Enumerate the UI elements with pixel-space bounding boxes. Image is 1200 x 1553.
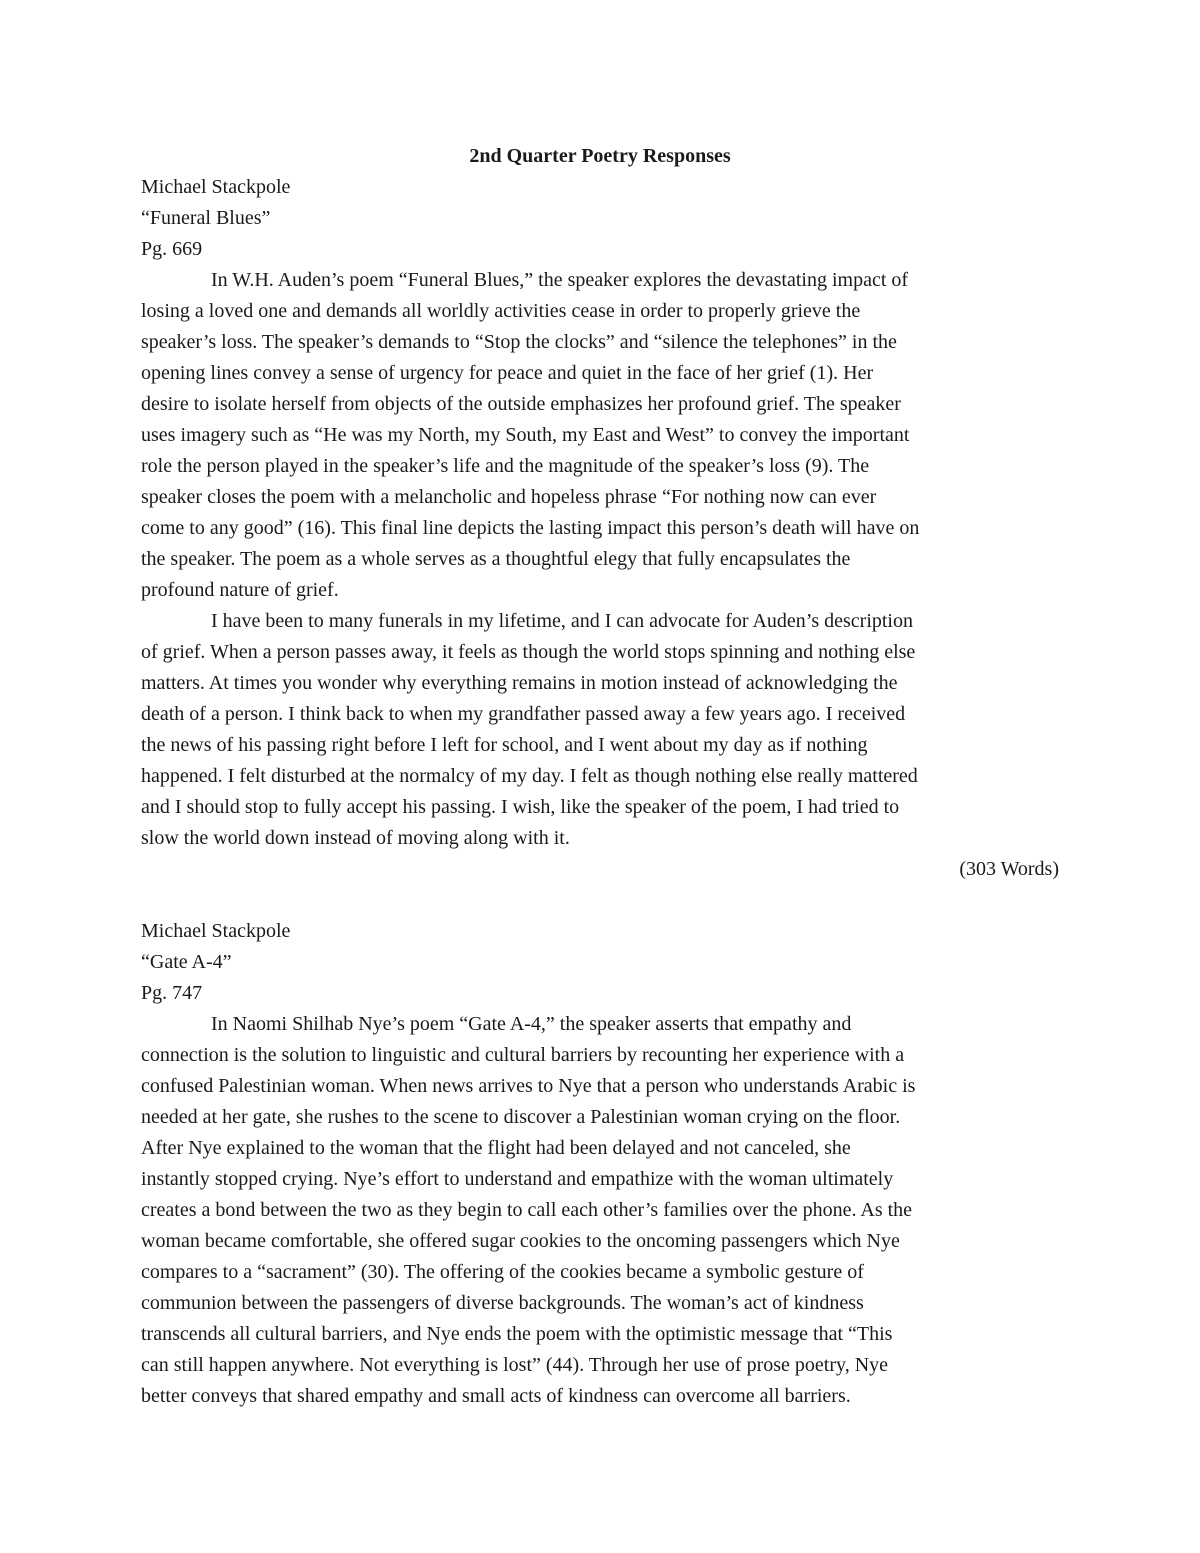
paragraph-line: woman became comfortable, she offered sugar cookies to the oncoming passengers which Nye (141, 1230, 900, 1252)
paragraph-line: losing a loved one and demands all worldly activities cease in order to properly grieve the (141, 300, 861, 322)
paragraph-line: In W.H. Auden’s poem “Funeral Blues,” the speaker explores the devastating impact of (211, 269, 909, 291)
paragraph-line: speaker closes the poem with a melancholic and hopeless phrase “For nothing now can ever (141, 486, 877, 508)
paragraph-line: I have been to many funerals in my lifetime, and I can advocate for Auden’s description (211, 610, 913, 632)
response-funeral-blues (141, 172, 1059, 885)
page-reference: Pg. 747 (141, 982, 203, 1004)
paragraph-line: death of a person. I think back to when my grandfather passed away a few years ago. I received (141, 703, 906, 725)
paragraph-line: slow the world down instead of moving along with it. (141, 827, 570, 849)
paragraph-line: opening lines convey a sense of urgency for peace and quiet in the face of her grief (1). Her (141, 362, 874, 384)
poem-title: “Gate A-4” (141, 951, 232, 973)
paragraph-line: In Naomi Shilhab Nye’s poem “Gate A-4,” the speaker asserts that empathy and (211, 1013, 852, 1035)
paragraph-line: speaker’s loss. The speaker’s demands to “Stop the clocks” and “silence the telephones” in the (141, 331, 897, 353)
paragraph-line: compares to a “sacrament” (30). The offering of the cookies became a symbolic gesture of (141, 1261, 864, 1283)
paragraph-line: profound nature of grief. (141, 579, 339, 601)
author-name: Michael Stackpole (141, 176, 291, 198)
paragraph-line: uses imagery such as “He was my North, my South, my East and West” to convey the important (141, 424, 910, 446)
paragraph-line: the news of his passing right before I left for school, and I went about my day as if nothing (141, 734, 868, 756)
paragraph-line: connection is the solution to linguistic and cultural barriers by recounting her experience with a (141, 1044, 905, 1066)
paragraph-line: the speaker. The poem as a whole serves as a thoughtful elegy that fully encapsulates the (141, 548, 851, 570)
author-name: Michael Stackpole (141, 920, 291, 942)
paragraph-line: needed at her gate, she rushes to the scene to discover a Palestinian woman crying on the floor. (141, 1106, 901, 1128)
page-reference: Pg. 669 (141, 238, 203, 260)
paragraph-line: come to any good” (16). This final line depicts the lasting impact this person’s death will have on (141, 517, 920, 539)
analysis-paragraph (141, 265, 1059, 606)
response-gate-a4 (141, 916, 1059, 1412)
document-title: 2nd Quarter Poetry Responses (469, 145, 731, 167)
paragraph-line: of grief. When a person passes away, it feels as though the world stops spinning and nothing else (141, 641, 916, 663)
paragraph-line: role the person played in the speaker’s life and the magnitude of the speaker’s loss (9). The (141, 455, 870, 477)
paragraph-line: can still happen anywhere. Not everything is lost” (44). Through her use of prose poetry, Nye (141, 1354, 889, 1376)
paragraph-line: communion between the passengers of diverse backgrounds. The woman’s act of kindness (141, 1292, 864, 1314)
paragraph-line: creates a bond between the two as they begin to call each other’s families over the phone. As the (141, 1199, 913, 1221)
document-page (141, 141, 1059, 1412)
word-count: (303 Words) (959, 858, 1059, 880)
poem-title: “Funeral Blues” (141, 207, 271, 229)
reflection-paragraph (141, 606, 1059, 854)
paragraph-line: matters. At times you wonder why everything remains in motion instead of acknowledging the (141, 672, 898, 694)
section-spacer (141, 885, 1059, 916)
paragraph-line: desire to isolate herself from objects of the outside emphasizes her profound grief. The speaker (141, 393, 901, 415)
paragraph-line: instantly stopped crying. Nye’s effort to understand and empathize with the woman ultimately (141, 1168, 894, 1190)
paragraph-line: better conveys that shared empathy and small acts of kindness can overcome all barriers. (141, 1385, 851, 1407)
paragraph-line: confused Palestinian woman. When news arrives to Nye that a person who understands Arabic is (141, 1075, 916, 1097)
paragraph-line: After Nye explained to the woman that the flight had been delayed and not canceled, she (141, 1137, 851, 1159)
paragraph-line: and I should stop to fully accept his passing. I wish, like the speaker of the poem, I had tried to (141, 796, 900, 818)
paragraph-line: happened. I felt disturbed at the normalcy of my day. I felt as though nothing else really mattered (141, 765, 918, 787)
analysis-paragraph (141, 1009, 1059, 1412)
paragraph-line: transcends all cultural barriers, and Nye ends the poem with the optimistic message that “This (141, 1323, 893, 1345)
